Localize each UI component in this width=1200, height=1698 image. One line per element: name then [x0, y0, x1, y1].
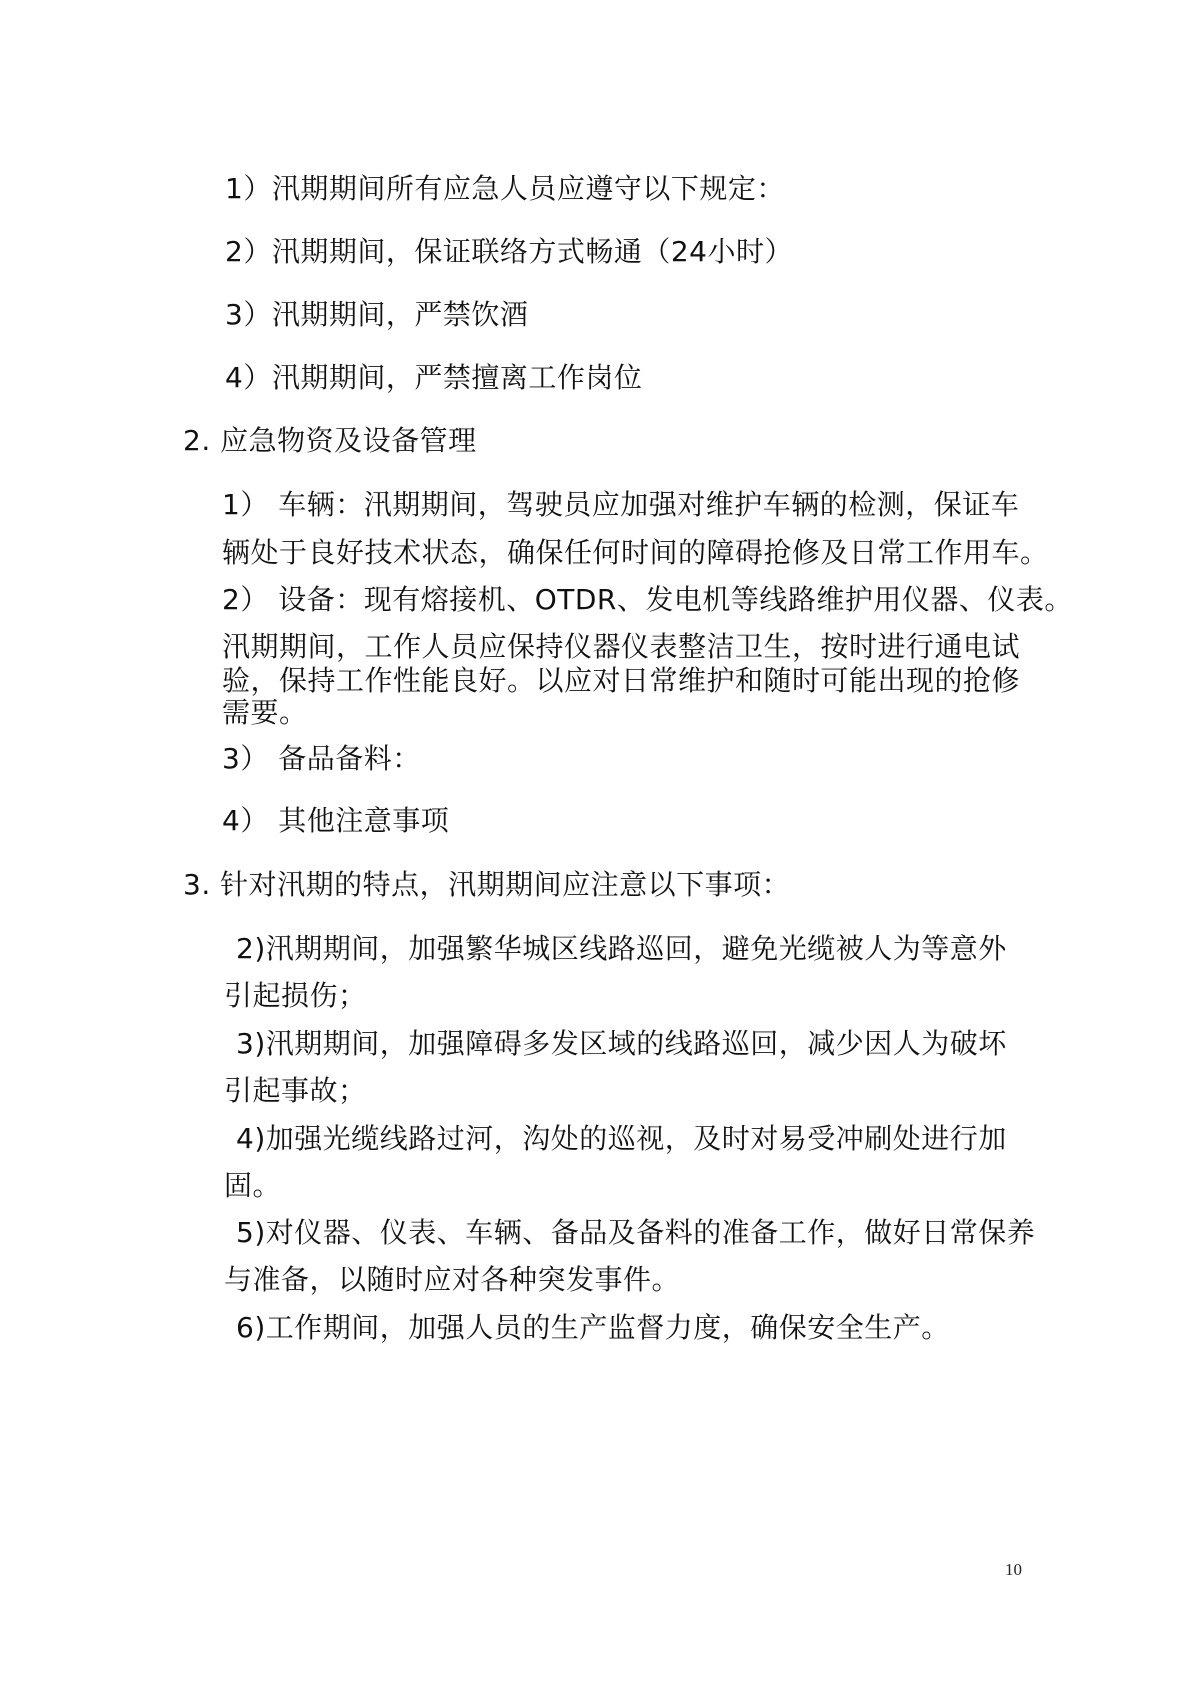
- item-4-line-1: 4)加强光缆线路过河，沟处的巡视，及时对易受冲刷处进行加: [236, 1122, 1007, 1155]
- vehicle-paragraph-line-2: 辆处于良好技术状态，确保任何时间的障碍抢修及日常工作用车。: [222, 536, 1049, 569]
- rule-item-4: 4）汛期期间，严禁擅离工作岗位: [225, 361, 643, 394]
- rule-item-3: 3）汛期期间，严禁饮酒: [225, 298, 529, 331]
- equipment-paragraph-line-4: 需要。: [222, 696, 308, 729]
- item-4-line-2: 固。: [224, 1169, 282, 1202]
- vehicle-paragraph-line-1: 1） 车辆：汛期期间，驾驶员应加强对维护车辆的检测，保证车: [222, 488, 1020, 521]
- rule-item-2: 2）汛期期间，保证联络方式畅通（24小时）: [225, 235, 793, 268]
- item-2-line-1: 2)汛期期间，加强繁华城区线路巡回，避免光缆被人为等意外: [236, 932, 1007, 965]
- section-2-heading: 2. 应急物资及设备管理: [183, 424, 477, 457]
- section-3-heading: 3. 针对汛期的特点，汛期期间应注意以下事项：: [183, 868, 791, 901]
- item-3-line-1: 3)汛期期间，加强障碍多发区域的线路巡回，减少因人为破坏: [236, 1027, 1007, 1060]
- item-3-line-2: 引起事故；: [224, 1074, 367, 1107]
- item-6: 6)工作期间，加强人员的生产监督力度，确保安全生产。: [236, 1311, 950, 1344]
- item-5-line-1: 5)对仪器、仪表、车辆、备品及备料的准备工作，做好日常保养: [236, 1216, 1036, 1249]
- equipment-paragraph-line-3: 验，保持工作性能良好。以应对日常维护和随时可能出现的抢修: [222, 664, 1021, 697]
- equipment-paragraph-line-2: 汛期期间，工作人员应保持仪器仪表整洁卫生，按时进行通电试: [222, 630, 1021, 663]
- rule-item-1: 1）汛期期间所有应急人员应遵守以下规定：: [225, 172, 785, 205]
- equipment-paragraph-line-1: 2） 设备：现有熔接机、OTDR、发电机等线路维护用仪器、仪表。: [222, 583, 1073, 616]
- item-2-line-2: 引起损伤；: [224, 979, 367, 1012]
- other-notes-item: 4） 其他注意事项: [222, 804, 450, 837]
- item-5-line-2: 与准备，以随时应对各种突发事件。: [224, 1263, 681, 1296]
- spares-item: 3） 备品备料：: [222, 742, 421, 775]
- page-number: 10: [1005, 1560, 1022, 1579]
